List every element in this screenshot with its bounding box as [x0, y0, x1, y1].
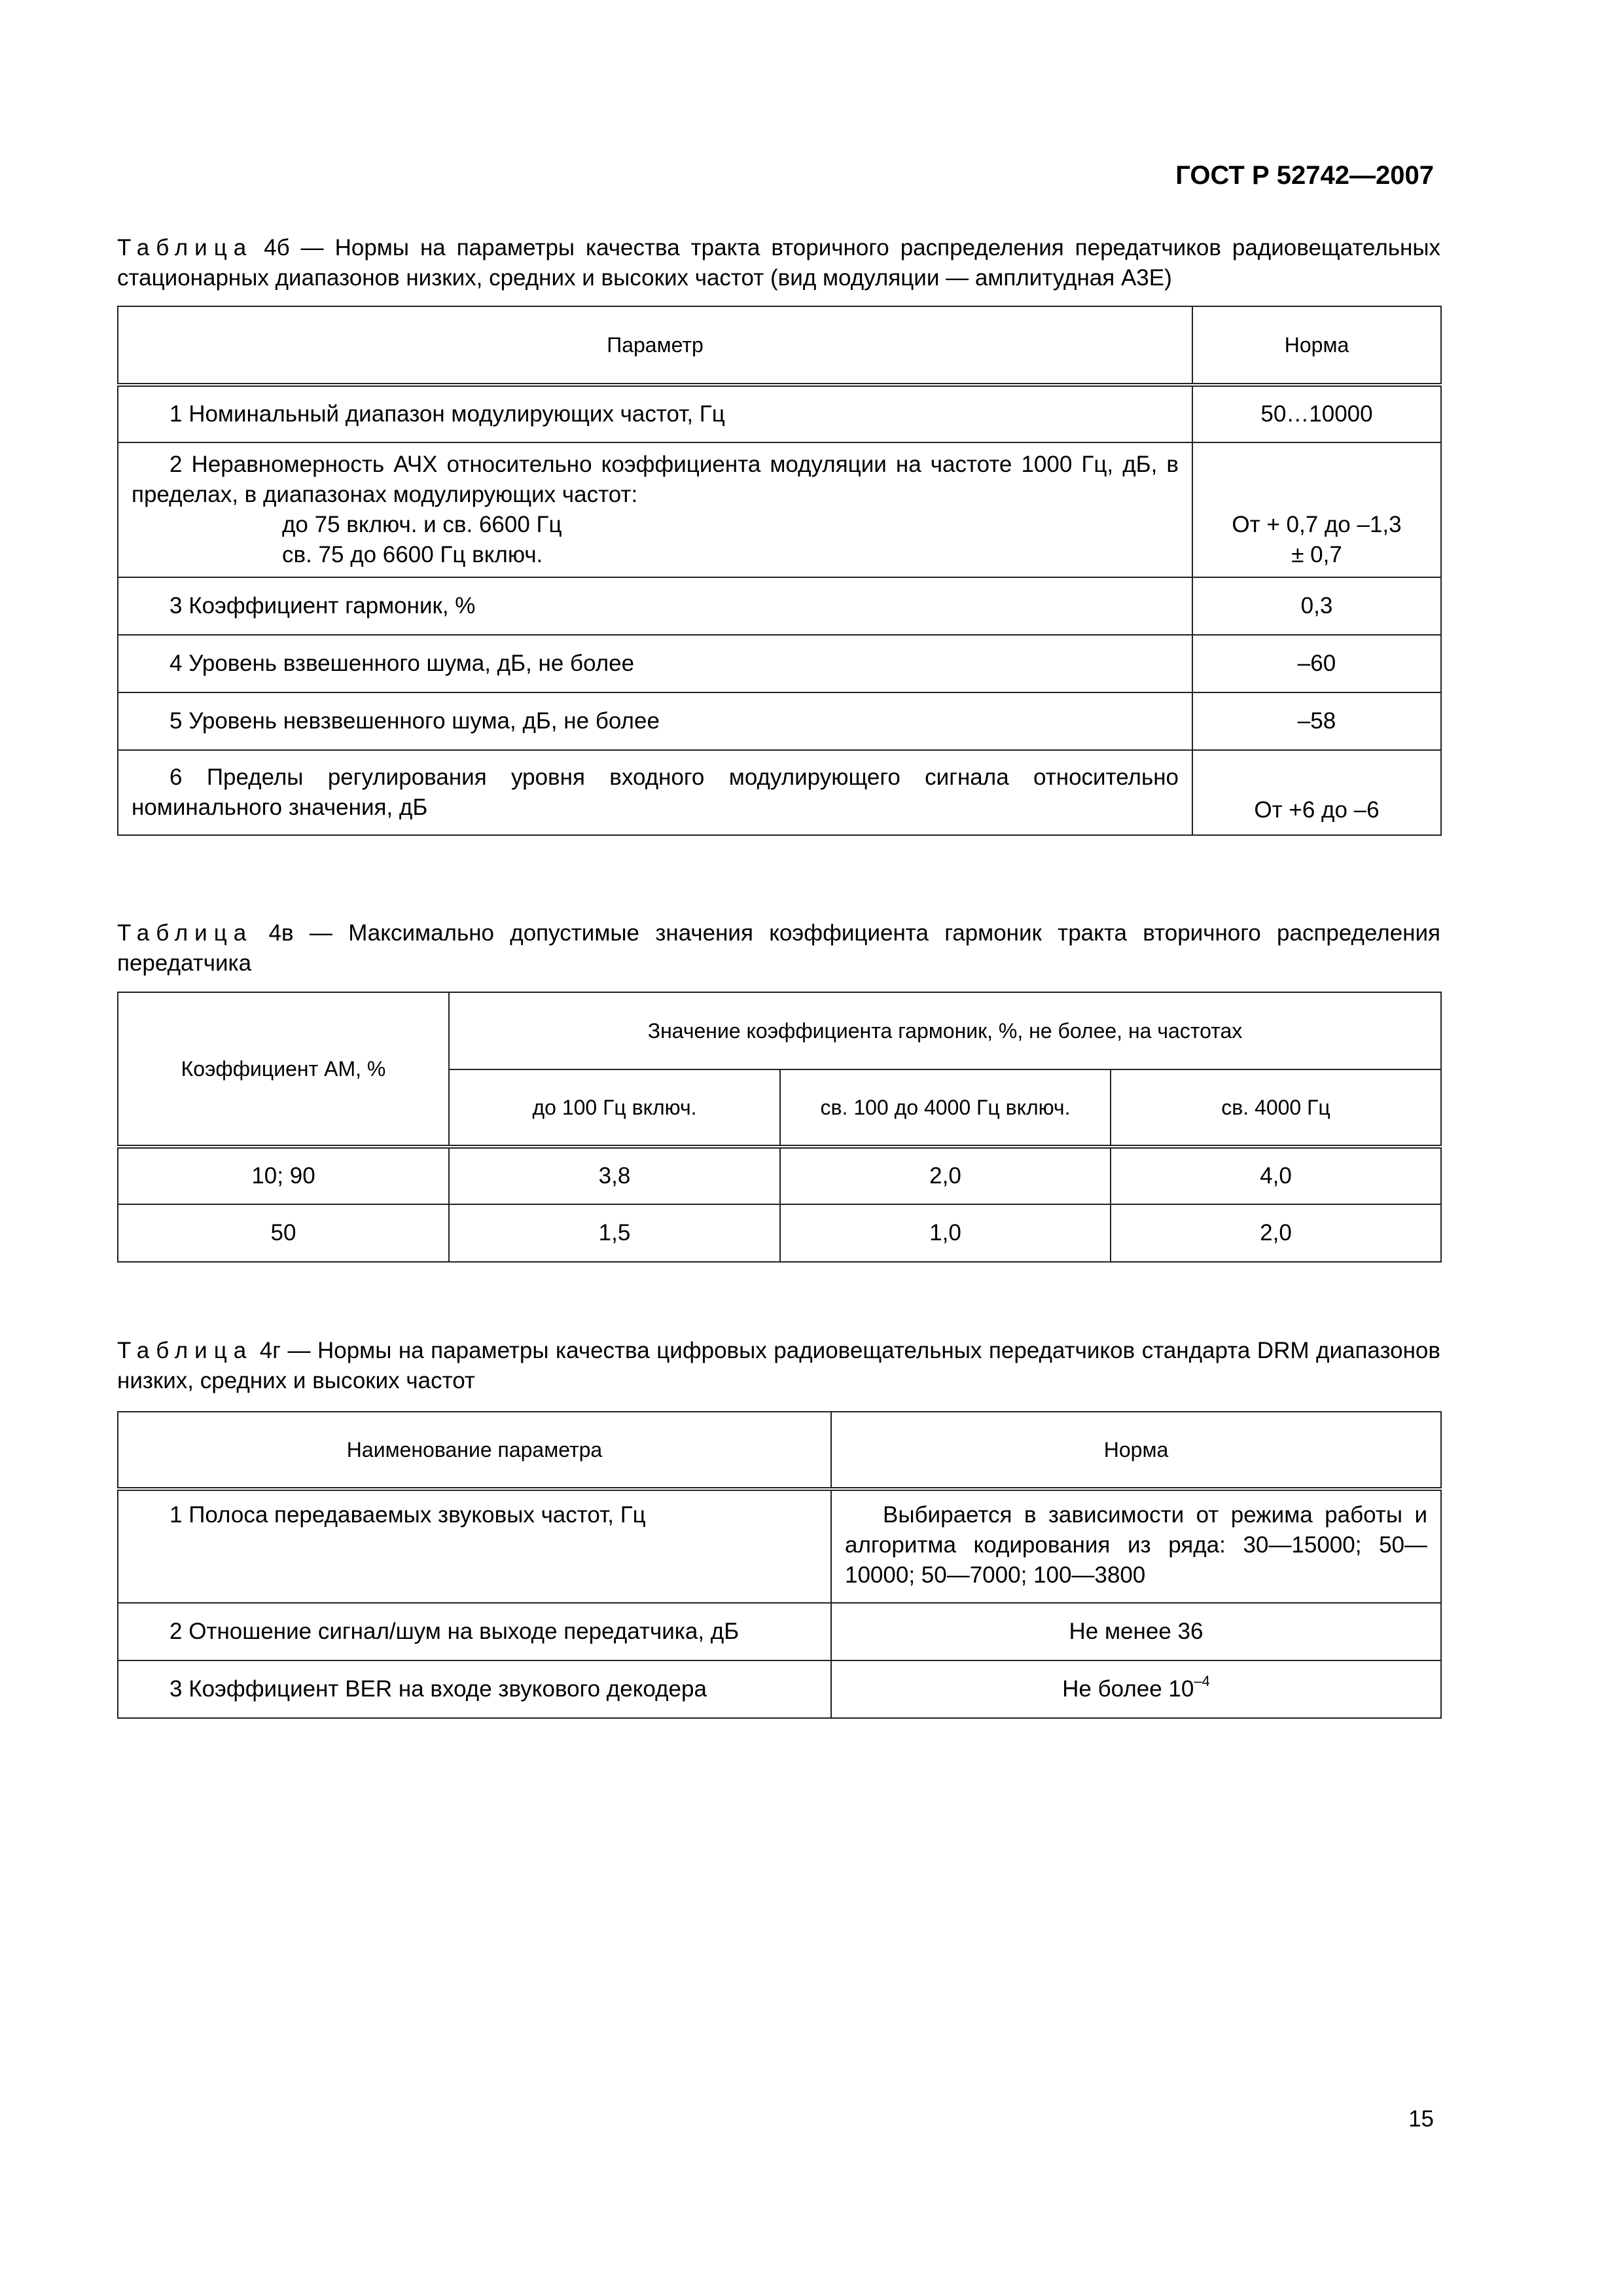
table-row	[118, 692, 1441, 750]
param-cell: 5 Уровень невзвешенного шума, дБ, не более	[118, 692, 1192, 750]
param-cell: 1 Номинальный диапазон модулирующих частот, Гц	[118, 385, 1192, 442]
table-row	[118, 442, 1441, 577]
param-cell: 2 Отношение сигнал/шум на выходе передатчика, дБ	[118, 1603, 831, 1660]
norm-cell	[831, 1660, 1441, 1718]
col-header-name: Наименование параметра	[118, 1412, 831, 1489]
table-4v	[117, 992, 1442, 1263]
table-4b	[117, 306, 1442, 836]
value-cell: 3,8	[449, 1147, 780, 1204]
norm-value-2: ± 0,7	[1291, 542, 1342, 567]
param-cell: 4 Уровень взвешенного шума, дБ, не более	[118, 635, 1192, 692]
table-row	[118, 385, 1441, 442]
table-row	[118, 1204, 1441, 1262]
value-cell: 4,0	[1111, 1147, 1441, 1204]
table-label: Таблица	[117, 235, 253, 260]
norm-cell	[1192, 442, 1441, 577]
value-cell: 2,0	[780, 1147, 1111, 1204]
caption-text: 4г — Нормы на параметры качества цифровых радиовещательных передатчиков стандарта DRM диапазонов низких, средних и высоких частот	[117, 1338, 1440, 1393]
norm-cell: 0,3	[1192, 577, 1441, 635]
col-header-norm: Норма	[1192, 306, 1441, 385]
param-sub-2: св. 75 до 6600 Гц включ.	[282, 542, 543, 567]
col-header-norm: Норма	[831, 1412, 1441, 1489]
table-4v-caption	[117, 918, 1440, 978]
norm-exponent: –4	[1194, 1673, 1210, 1689]
norm-base: Не более 10	[1062, 1676, 1194, 1702]
param-cell: 3 Коэффициент BER на входе звукового декодера	[118, 1660, 831, 1718]
document-header: ГОСТ Р 52742—2007	[1175, 161, 1434, 190]
sub-header: св. 4000 Гц	[1111, 1069, 1441, 1147]
col-header-param: Параметр	[118, 306, 1192, 385]
param-cell: 6 Пределы регулирования уровня входного модулирующего сигнала относительно номинального значения, дБ	[118, 750, 1192, 835]
caption-text: 4в — Максимально допустимые значения коэффициента гармоник тракта вторичного распределения передатчика	[117, 920, 1440, 976]
table-row	[118, 750, 1441, 835]
table-row	[118, 1147, 1441, 1204]
table-4b-caption	[117, 233, 1440, 293]
col-header-group: Значение коэффициента гармоник, %, не более, на частотах	[449, 992, 1441, 1069]
table-row	[118, 1660, 1441, 1718]
am-cell: 50	[118, 1204, 449, 1262]
norm-cell: –60	[1192, 635, 1441, 692]
norm-cell: Выбирается в зависимости от режима работы и алгоритма кодирования из ряда: 30—15000; 50—10000; 50—7000; 100—3800	[831, 1489, 1441, 1603]
value-cell: 1,5	[449, 1204, 780, 1262]
table-row	[118, 1603, 1441, 1660]
am-cell: 10; 90	[118, 1147, 449, 1204]
caption-text: 4б — Нормы на параметры качества тракта вторичного распределения передатчиков радиовещательных стационарных диапазонов низких, средних и высоких частот (вид модуляции — амплитудная А3Е)	[117, 235, 1440, 291]
table-4g	[117, 1411, 1442, 1719]
norm-value-1: От + 0,7 до –1,3	[1232, 512, 1402, 537]
table-row	[118, 1489, 1441, 1603]
col-header-am: Коэффициент АМ, %	[118, 992, 449, 1147]
norm-cell: –58	[1192, 692, 1441, 750]
table-label: Таблица	[117, 1338, 253, 1363]
param-text: 2 Неравномерность АЧХ относительно коэффициента модуляции на частоте 1000 Гц, дБ, в пределах, в диапазонах модулирующих частот:	[132, 452, 1179, 507]
param-cell: 3 Коэффициент гармоник, %	[118, 577, 1192, 635]
value-cell: 2,0	[1111, 1204, 1441, 1262]
value-cell: 1,0	[780, 1204, 1111, 1262]
table-row	[118, 635, 1441, 692]
sub-header: до 100 Гц включ.	[449, 1069, 780, 1147]
table-4g-caption	[117, 1336, 1440, 1396]
norm-cell: Не менее 36	[831, 1603, 1441, 1660]
param-cell	[118, 442, 1192, 577]
param-sub-1: до 75 включ. и св. 6600 Гц	[282, 512, 562, 537]
page-number: 15	[1408, 2106, 1434, 2132]
norm-cell: От +6 до –6	[1192, 750, 1441, 835]
param-cell: 1 Полоса передаваемых звуковых частот, Гц	[118, 1489, 831, 1603]
table-label: Таблица	[117, 920, 253, 946]
sub-header: св. 100 до 4000 Гц включ.	[780, 1069, 1111, 1147]
norm-cell: 50…10000	[1192, 385, 1441, 442]
table-row	[118, 577, 1441, 635]
